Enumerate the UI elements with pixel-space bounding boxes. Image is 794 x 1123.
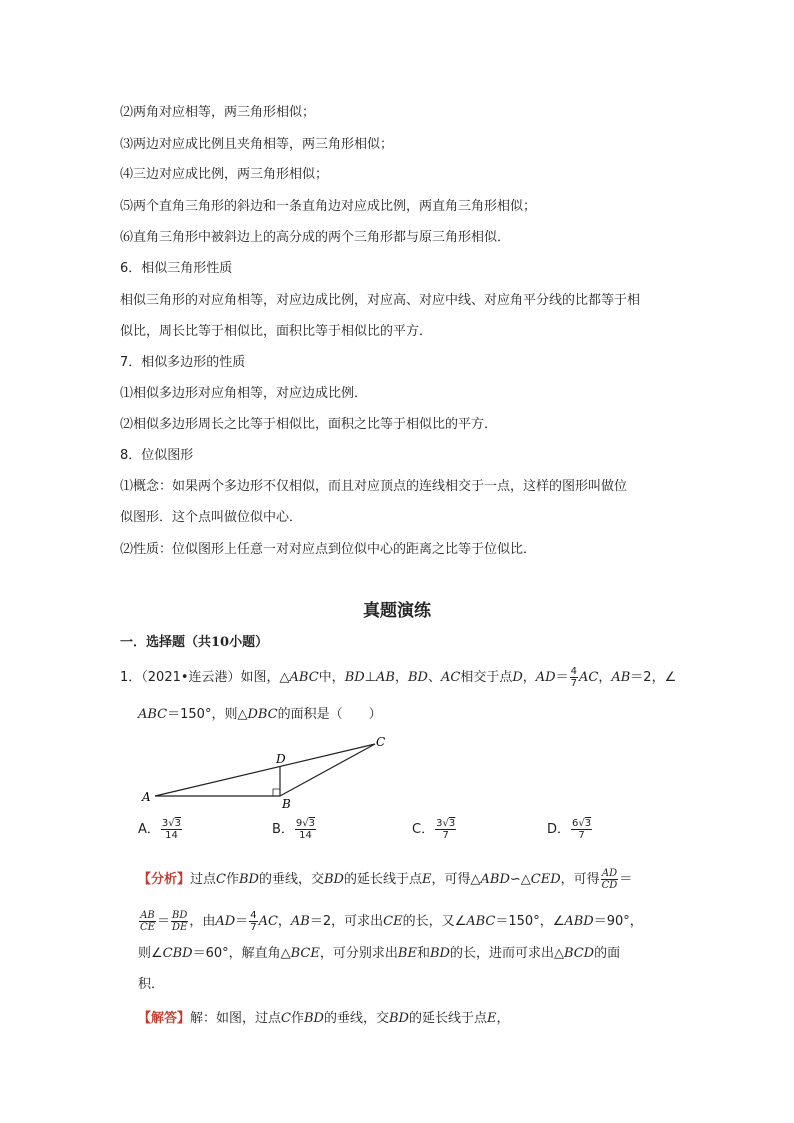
a-text: 过点 [190, 872, 217, 887]
q-var: AB [376, 670, 395, 685]
text-line: ⑵两角对应相等，两三角形相似； [120, 105, 316, 120]
label-b: B [282, 797, 291, 810]
a-var: CED [530, 872, 561, 887]
text-line: 似图形．这个点叫做位似中心． [120, 510, 303, 525]
q-text: 相交于点 [460, 670, 513, 685]
a-text: ， [277, 914, 291, 929]
analysis-line-3 [138, 945, 620, 963]
text-line: 相似三角形的对应角相等，对应边成比例，对应高、对应中线、对应角平分线的比都等于相 [120, 293, 641, 308]
text-line: ⑹直角三角形中被斜边上的高分成的两个三角形都与原三角形相似． [120, 230, 511, 245]
q-text: 、 [427, 670, 441, 685]
a-var: CE [383, 914, 403, 929]
text-line: ⑶两边对应成比例且夹角相等，两三角形相似； [120, 137, 394, 152]
a-text: ，可得△ [431, 872, 481, 887]
coef: 3 [436, 818, 443, 829]
q-var: DBC [247, 707, 278, 722]
frac-num: 3√3 [436, 818, 456, 829]
a-text: 的长，又∠ [402, 914, 467, 929]
ans-var: C [281, 1011, 291, 1026]
label-c: C [376, 735, 386, 749]
q-text: 中， [318, 670, 345, 685]
frac-num: 4 [570, 666, 577, 677]
a-text: 和 [416, 946, 430, 961]
analysis-line-2 [138, 910, 643, 933]
a-text: ＝ [619, 872, 633, 887]
option-letter: D． [547, 822, 571, 837]
analysis-line-1 [138, 868, 632, 891]
fraction [249, 910, 257, 933]
text-line: ⑷三边对应成比例，两三角形相似； [120, 167, 329, 182]
segment-ac [155, 744, 375, 796]
frac-num: AB [140, 910, 155, 921]
option-letter: B． [272, 822, 294, 837]
frac-den: 7 [250, 922, 257, 933]
q-var: AC [440, 670, 461, 685]
a-text: △ [520, 872, 531, 887]
q-text: ＝ [555, 670, 569, 685]
a-var: BD [239, 872, 259, 887]
frac-den: DE [171, 922, 188, 933]
fraction [139, 910, 156, 933]
a-var: ABD [564, 914, 594, 929]
a-text: 的长，进而可求出△ [449, 946, 564, 961]
ans-var: BD [304, 1011, 324, 1026]
a-var: ABD [480, 872, 510, 887]
text-line: ⑴概念：如果两个多边形不仅相似，而且对应顶点的连线相交于一点，这样的图形叫做位 [120, 479, 628, 494]
analysis-tag: 【分析】 [138, 872, 191, 887]
a-var: ABC [466, 914, 496, 929]
q-var: AC [578, 670, 599, 685]
a-var: AB [290, 914, 310, 929]
q-text: ， [598, 670, 612, 685]
fraction [171, 910, 188, 933]
frac-den: 14 [299, 830, 312, 841]
a-text: ，可得 [560, 872, 600, 887]
text-line: 似比，周长比等于相似比，面积比等于相似比的平方． [120, 324, 433, 339]
a-var: E [422, 872, 432, 887]
option-fraction [435, 818, 456, 841]
q-text: ＝150°，则△ [167, 707, 248, 722]
label-a: A [142, 790, 151, 804]
q-var: ABC [289, 670, 319, 685]
a-text: ＝ [235, 914, 249, 929]
section-title: 真题演练 [363, 601, 431, 621]
frac-den: 7 [570, 678, 577, 689]
fraction [570, 666, 578, 689]
a-text: ，可分别求出 [319, 946, 398, 961]
text-line: ⑴相似多边形对应角相等，对应边成比例． [120, 386, 368, 401]
answer-line-1 [138, 1010, 510, 1028]
ans-text: 解：如图，过点 [190, 1011, 282, 1026]
frac-num: 9√3 [295, 818, 316, 829]
label-d: D [276, 752, 286, 766]
option-letter: A． [138, 822, 160, 837]
text-line: 7．相似多边形的性质 [120, 355, 246, 370]
frac-num: AD [601, 868, 618, 879]
frac-num: 4 [250, 910, 257, 921]
segment-bc [280, 744, 375, 796]
triangle-figure [130, 730, 400, 810]
q-var: BD [407, 670, 428, 685]
question-line-2 [138, 706, 382, 724]
option-a[interactable] [138, 818, 183, 841]
q-text: ⊥ [364, 670, 376, 685]
q-var: BD [344, 670, 365, 685]
coef: 6 [572, 818, 579, 829]
q-text: 1．（2021•连云港）如图，△ [120, 670, 290, 685]
radicand: 3 [448, 818, 456, 829]
right-angle-mark [273, 789, 280, 796]
q-var: AD [535, 670, 556, 685]
text-line: 6．相似三角形性质 [120, 261, 233, 276]
option-d[interactable] [547, 818, 593, 841]
a-text: 的面 [594, 946, 621, 961]
q-text: ＝2，∠ [630, 670, 677, 685]
text-line: ⑵相似多边形周长之比等于相似比，面积之比等于相似比的平方． [120, 417, 498, 432]
a-text: ＝60°，解直角△ [192, 946, 291, 961]
a-var: BCD [563, 946, 595, 961]
a-text: 的垂线，交 [258, 872, 324, 887]
a-text: 作 [225, 872, 239, 887]
option-letter: C． [412, 822, 435, 837]
frac-den: 7 [578, 830, 585, 841]
a-var: BCE [290, 946, 320, 961]
fraction [601, 868, 619, 891]
a-var: BE [397, 946, 417, 961]
q-text: ， [394, 670, 408, 685]
a-var: C [216, 872, 226, 887]
a-var: AD [215, 914, 236, 929]
ans-var: E [487, 1011, 497, 1026]
radicand: 3 [174, 818, 182, 829]
a-text: ∽ [509, 872, 521, 887]
a-text: ，由 [189, 914, 216, 929]
a-var: BD [429, 946, 450, 961]
ans-text: 作 [290, 1011, 304, 1026]
option-fraction [161, 818, 182, 841]
option-c[interactable] [412, 818, 457, 841]
radicand: 3 [308, 818, 316, 829]
a-text: 则∠ [138, 946, 163, 961]
option-b[interactable] [272, 818, 317, 841]
analysis-line-4: 积． [138, 977, 165, 992]
q-var: D [512, 670, 523, 685]
q-text: ， [522, 670, 536, 685]
coef: 9 [295, 818, 303, 829]
frac-den: 7 [442, 830, 449, 841]
frac-den: CE [140, 922, 155, 933]
q-text: 的面积是（ ） [277, 707, 382, 722]
ans-text: ， [496, 1011, 510, 1026]
a-text: ＝2，可求出 [309, 914, 384, 929]
ans-text: 的垂线，交 [323, 1011, 389, 1026]
ans-text: 的延长线于点 [408, 1011, 487, 1026]
option-fraction [571, 818, 592, 841]
a-var: AC [258, 914, 278, 929]
frac-den: CD [601, 880, 618, 891]
a-text: ＝150°，∠ [495, 914, 565, 929]
part-heading: 一．选择题（共10小题） [120, 635, 269, 650]
text-line: ⑸两个直角三角形的斜边和一条直角边对应成比例，两直角三角形相似； [120, 199, 537, 214]
option-fraction [295, 818, 316, 841]
question-line-1 [120, 666, 676, 689]
q-var: ABC [138, 707, 168, 722]
frac-num: 6√3 [572, 818, 592, 829]
coef: 3 [161, 818, 169, 829]
frac-num: 3√3 [161, 818, 182, 829]
text-line: ⑵性质：位似图形上任意一对对应点到位似中心的距离之比等于位似比． [120, 542, 537, 557]
frac-num: BD [171, 910, 188, 921]
a-text: 的延长线于点 [343, 872, 422, 887]
a-text: ＝90°， [593, 914, 643, 929]
a-text: ＝ [156, 914, 170, 929]
frac-den: 14 [165, 830, 178, 841]
a-var: CBD [162, 946, 193, 961]
text-line: 8．位似图形 [120, 448, 194, 463]
q-var: AB [611, 670, 631, 685]
radicand: 3 [584, 818, 592, 829]
ans-var: BD [389, 1011, 409, 1026]
answer-tag: 【解答】 [138, 1011, 191, 1026]
a-var: BD [324, 872, 344, 887]
